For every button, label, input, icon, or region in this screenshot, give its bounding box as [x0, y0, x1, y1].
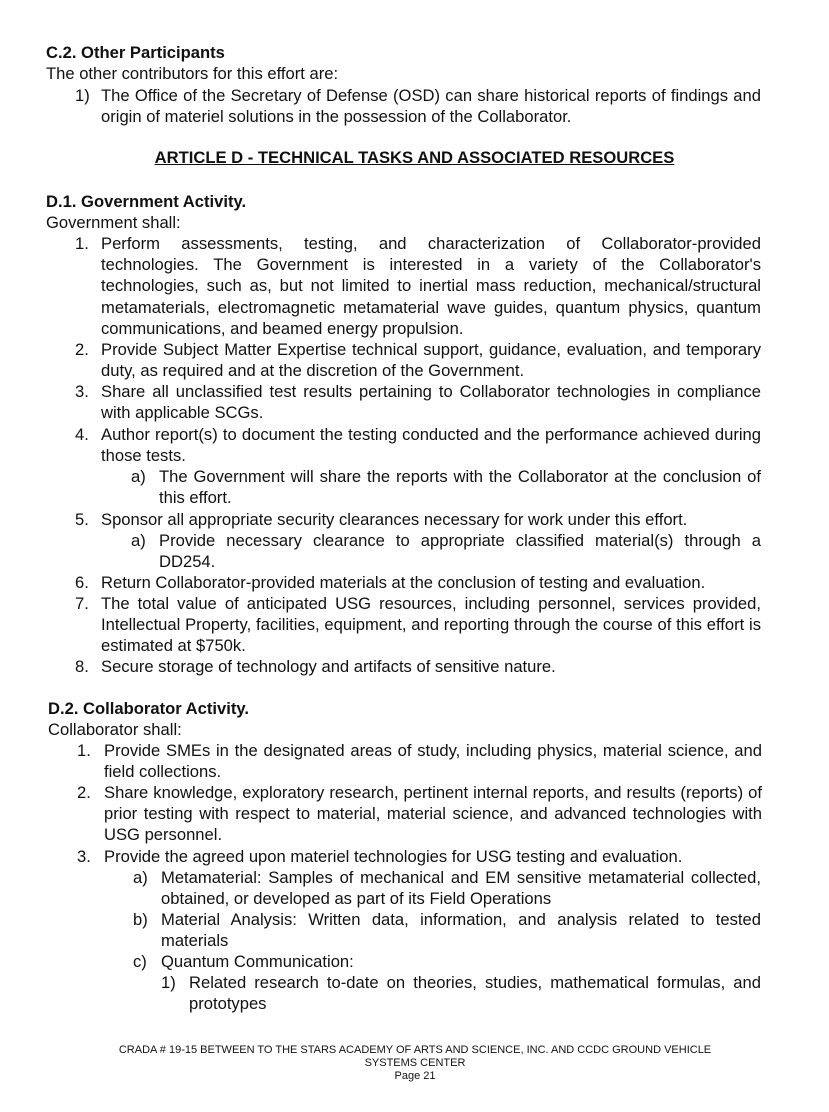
- list-text: Provide necessary clearance to appropriate classified material(s) through a DD254.: [159, 531, 761, 572]
- list-marker: 4.: [75, 425, 89, 444]
- section-heading-c2: C.2. Other Participants: [46, 43, 225, 62]
- list-text: Provide the agreed upon materiel technologies for USG testing and evaluation.: [104, 847, 683, 866]
- list-marker: 1): [75, 86, 90, 105]
- list-marker: 8.: [75, 657, 89, 676]
- list-marker: 5.: [75, 510, 89, 529]
- page-footer: [60, 1044, 770, 1083]
- list-text: The total value of anticipated USG resources, including personnel, services provided, Intellectual Property, facilities, equipment, and reporting through the course of this effort is estimated at $750k.: [101, 594, 761, 656]
- section-heading-d1: D.1. Government Activity.: [46, 192, 247, 211]
- list-text: Author report(s) to document the testing conducted and the performance achieved during those tests.: [101, 425, 761, 466]
- list-marker: 1): [161, 973, 176, 992]
- footer-line-1: CRADA # 19-15 BETWEEN TO THE STARS ACADEMY OF ARTS AND SCIENCE, INC. AND CCDC GROUND VEHICLE: [118, 1044, 712, 1056]
- list-marker: 7.: [75, 594, 89, 613]
- page-number: Page 21: [394, 1070, 436, 1082]
- list-text: The Office of the Secretary of Defense (OSD) can share historical reports of findings and origin of materiel solutions in the possession of the Collaborator.: [101, 86, 761, 127]
- list-text: Quantum Communication:: [161, 952, 354, 971]
- list-text: Related research to-date on theories, studies, mathematical formulas, and prototypes: [189, 973, 761, 1014]
- list-marker: 3.: [77, 847, 91, 866]
- list-marker: 1.: [75, 234, 89, 253]
- list-text: Metamaterial: Samples of mechanical and EM sensitive metamaterial collected, obtained, or developed as part of its Field Operations: [161, 868, 761, 909]
- section-heading-d2: D.2. Collaborator Activity.: [48, 699, 250, 718]
- list-text: Share knowledge, exploratory research, pertinent internal reports, and results (reports) of prior testing with respect to material, material science, and advanced technologies with USG personnel.: [104, 783, 762, 845]
- list-marker: 2.: [77, 783, 91, 802]
- list-text: Share all unclassified test results pertaining to Collaborator technologies in compliance with applicable SCGs.: [101, 382, 761, 423]
- section-intro-d2: Collaborator shall:: [48, 720, 182, 739]
- list-marker: 3.: [75, 382, 89, 401]
- list-text: Sponsor all appropriate security clearances necessary for work under this effort.: [101, 510, 688, 529]
- list-text: Perform assessments, testing, and characterization of Collaborator-provided technologies. The Government is interested in a variety of the Collaborator's technologies, such as, but not limited to inertial mass reduction, mechanical/structural metamaterials, electromagnetic metamaterial wave guides, quantum physics, quantum communications, and beamed energy propulsion.: [101, 234, 761, 338]
- list-text: Return Collaborator-provided materials at the conclusion of testing and evaluation.: [101, 573, 706, 592]
- list-marker: a): [131, 531, 146, 550]
- list-text: The Government will share the reports with the Collaborator at the conclusion of this effort.: [159, 467, 761, 508]
- list-marker: a): [133, 868, 148, 887]
- list-text: Material Analysis: Written data, information, and analysis related to tested materials: [161, 910, 761, 951]
- list-marker: 1.: [77, 741, 91, 760]
- list-text: Provide Subject Matter Expertise technical support, guidance, evaluation, and temporary duty, as required and at the discretion of the Government.: [101, 340, 761, 381]
- section-intro-c2: The other contributors for this effort are:: [46, 64, 339, 83]
- list-marker: c): [133, 952, 147, 971]
- list-text: Provide SMEs in the designated areas of study, including physics, material science, and field collections.: [104, 741, 762, 782]
- article-title: ARTICLE D - TECHNICAL TASKS AND ASSOCIATED RESOURCES: [154, 148, 675, 167]
- list-text: Secure storage of technology and artifacts of sensitive nature.: [101, 657, 556, 676]
- list-marker: b): [133, 910, 148, 929]
- footer-line-2: SYSTEMS CENTER: [364, 1057, 466, 1069]
- list-marker: 6.: [75, 573, 89, 592]
- list-marker: 2.: [75, 340, 89, 359]
- section-intro-d1: Government shall:: [46, 213, 181, 232]
- list-marker: a): [131, 467, 146, 486]
